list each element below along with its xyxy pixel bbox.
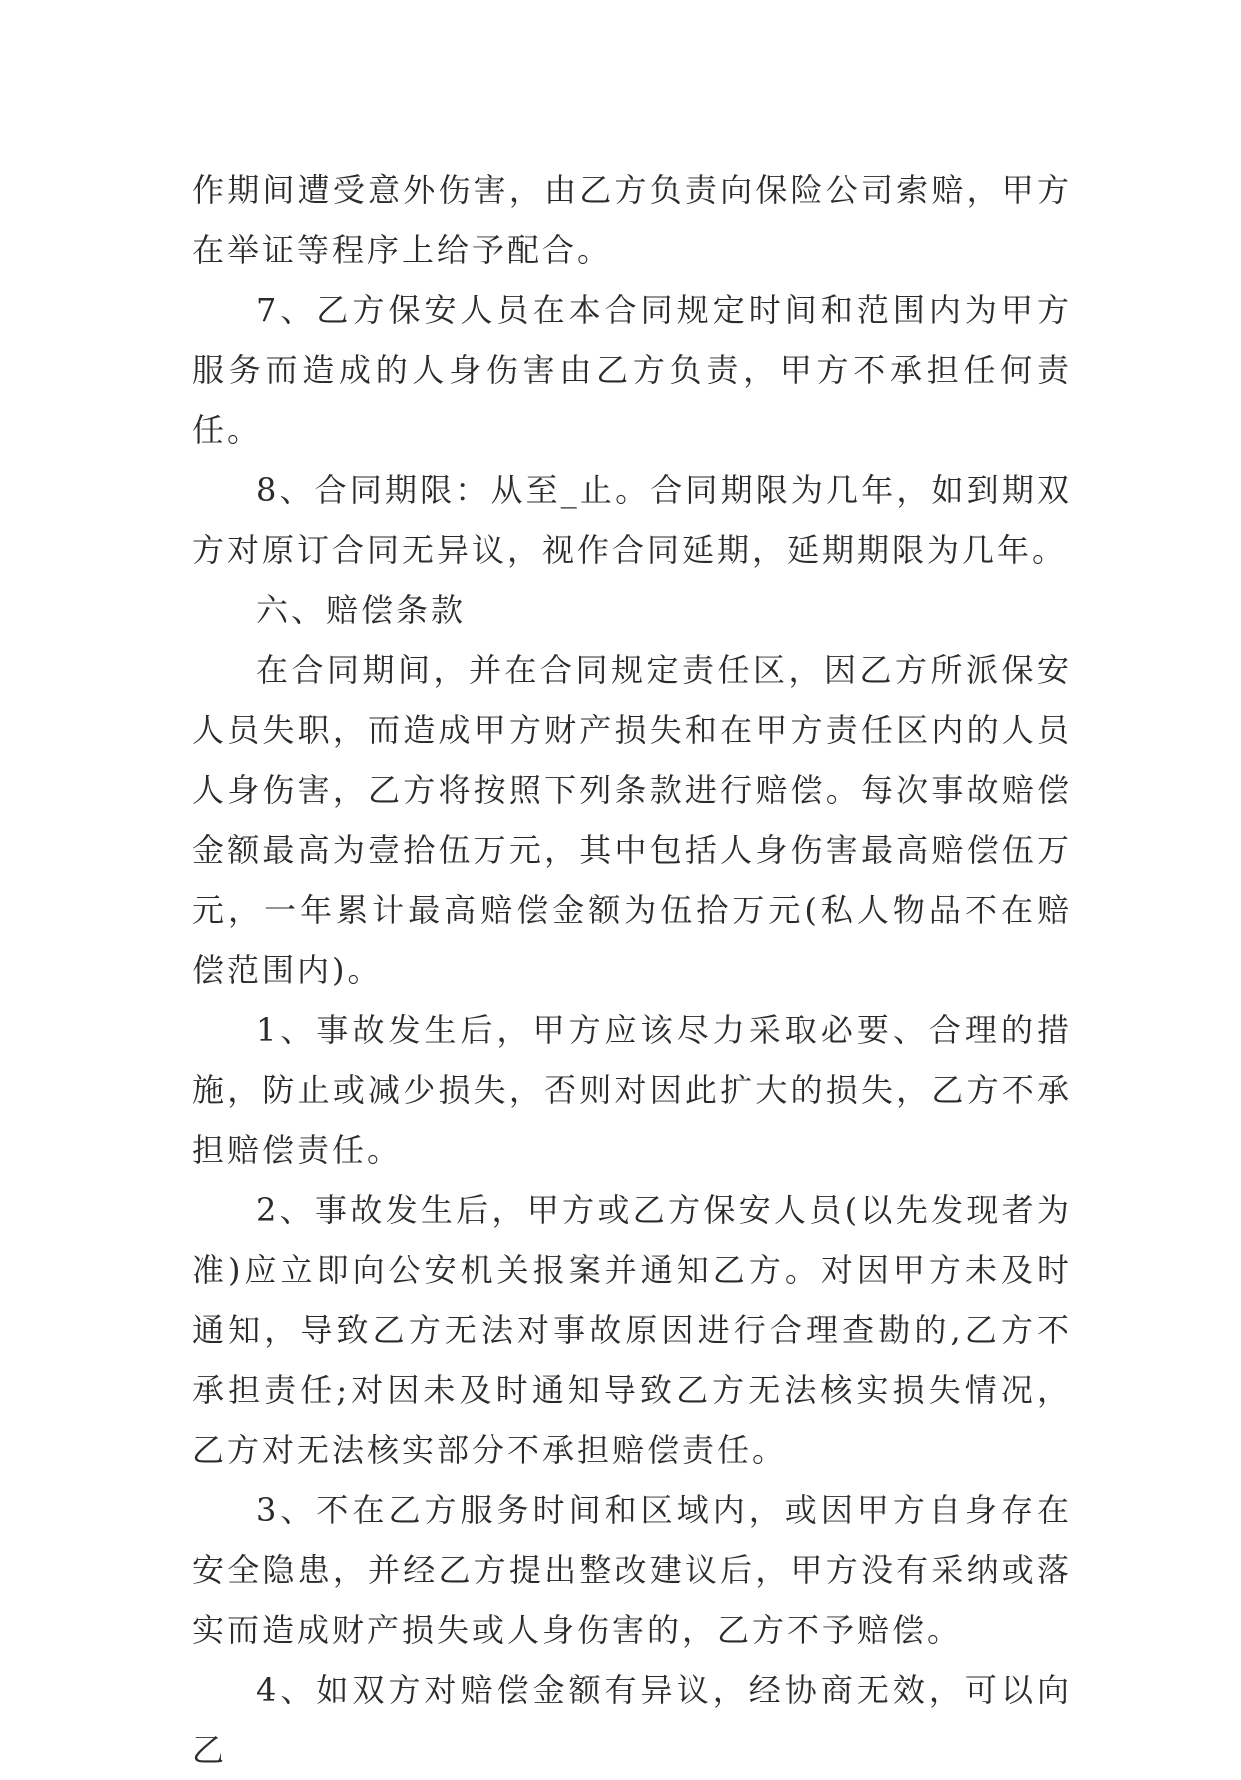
compensation-clause-1: 1、事故发生后，甲方应该尽力采取必要、合理的措施，防止或减少损失，否则对因此扩大的损失，乙方不承担赔偿责任。 — [192, 1011, 1072, 1169]
compensation-clause-4: 4、如双方对赔偿金额有异议，经协商无效，可以向乙 — [192, 1671, 1072, 1769]
paragraph-continuation: 作期间遭受意外伤害，由乙方负责向保险公司索赔，甲方在举证等程序上给予配合。 — [192, 171, 1072, 269]
document-body — [192, 160, 1072, 1780]
compensation-clause-2: 2、事故发生后，甲方或乙方保安人员(以先发现者为准)应立即向公安机关报案并通知乙方。对因甲方未及时通知，导致乙方无法对事故原因进行合理查勘的,乙方不承担责任;对因未及时通知导致乙方无法核实损失情况，乙方对无法核实部分不承担赔偿责任。 — [192, 1191, 1072, 1469]
section-heading-compensation: 六、赔偿条款 — [256, 591, 467, 629]
clause-7: 7、乙方保安人员在本合同规定时间和范围内为甲方服务而造成的人身伤害由乙方负责，甲方不承担任何责任。 — [192, 291, 1072, 449]
clause-8: 8、合同期限：从至_止。合同期限为几年，如到期双方对原订合同无异议，视作合同延期，延期期限为几年。 — [192, 471, 1072, 569]
compensation-clause-3: 3、不在乙方服务时间和区域内，或因甲方自身存在安全隐患，并经乙方提出整改建议后，甲方没有采纳或落实而造成财产损失或人身伤害的，乙方不予赔偿。 — [192, 1491, 1072, 1649]
compensation-intro: 在合同期间，并在合同规定责任区，因乙方所派保安人员失职，而造成甲方财产损失和在甲方责任区内的人员人身伤害，乙方将按照下列条款进行赔偿。每次事故赔偿金额最高为壹拾伍万元，其中包括人身伤害最高赔偿伍万元，一年累计最高赔偿金额为伍拾万元(私人物品不在赔偿范围内)。 — [192, 651, 1072, 989]
